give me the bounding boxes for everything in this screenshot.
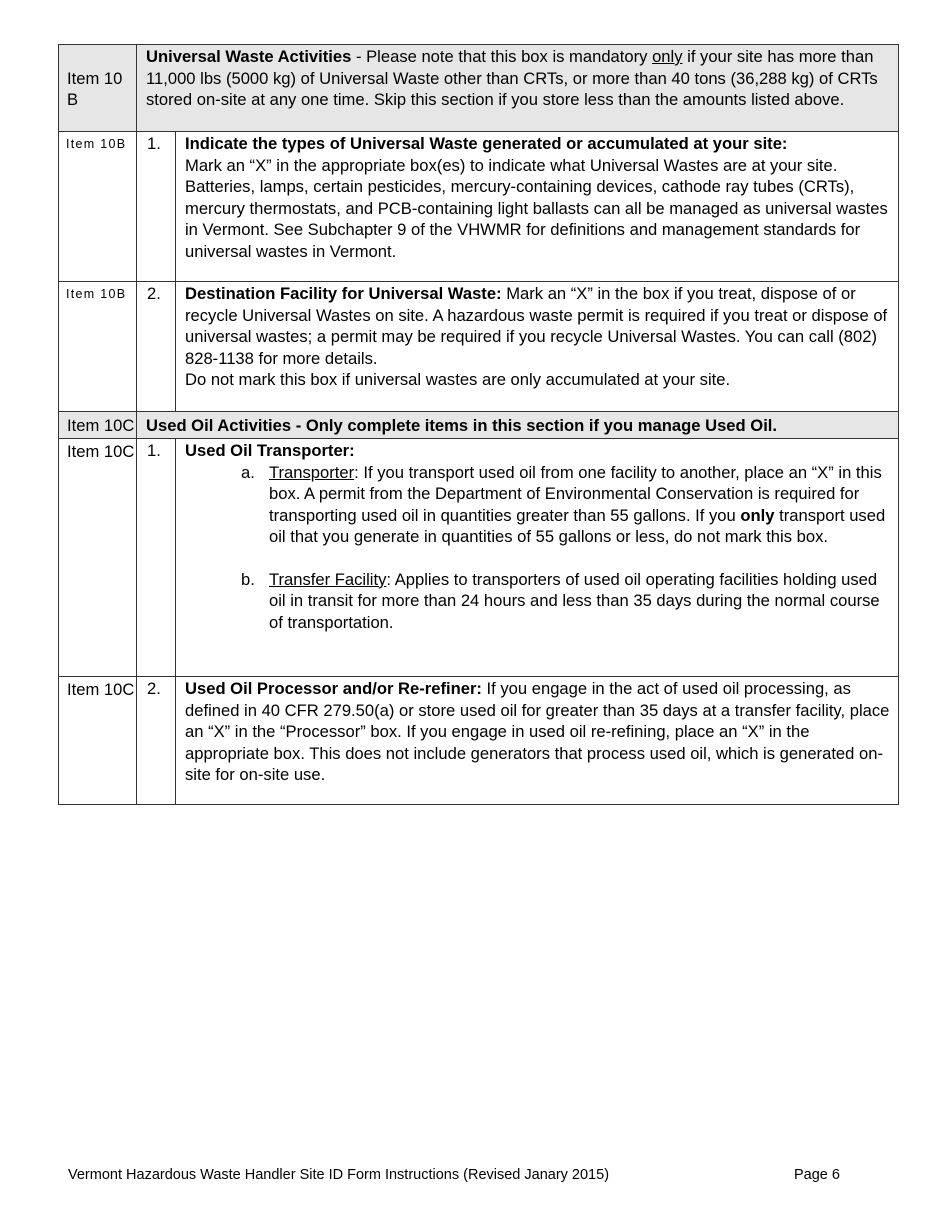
footer-title: Vermont Hazardous Waste Handler Site ID Form Instructions (Revised Janary 2015): [68, 1167, 610, 1183]
universal-waste-header: Universal Waste Activities - Please note that this box is mandatory only if your site has more than 11,000 lbs (5000 kg) of Universal Waste other than CRTs, or more than 40 tons (36,288 kg) of CRTs stored on-site at any one time. Skip this section if you store less than the amounts listed above.: [137, 45, 899, 132]
item-number: 1.: [137, 439, 176, 677]
item-heading: Used Oil Transporter:: [185, 441, 355, 460]
sub-item-transfer-facility: b. Transfer Facility: Applies to transporters of used oil operating facilities holding used oil in transit for more than 24 hours and less than 35 days during the normal course of transportation.: [241, 569, 880, 632]
section-title: Universal Waste Activities: [146, 47, 352, 66]
item-text: Mark an “X” in the appropriate box(es) to indicate what Universal Wastes are at your site. Batteries, lamps, certain pesticides, mercury-containing devices, cathode ray tubes (CRTs), mercury thermostats, and PCB-containing light ballasts can all be managed as universal wastes in Vermont. See Subchapter 9 of the VHWMR for definitions and management standards for universal wastes in Vermont.: [185, 155, 888, 261]
item-text: Do not mark this box if universal wastes are only accumulated at your site.: [185, 370, 731, 389]
used-oil-processor: Used Oil Processor and/or Re-refiner: If you engage in the act of used oil processing, as defined in 40 CFR 279.50(a) or store used oil for greater than 35 days at a transfer facility, place an “X” in the “Processor” box. If you engage in used oil re-refining, place an “X” in the appropriate box. This does not include generators that process used oil, which is generated on-site for on-site use.: [176, 677, 899, 805]
item-number: 2.: [137, 677, 176, 805]
item-heading: Destination Facility for Universal Waste:: [185, 284, 502, 303]
item-heading: Used Oil Processor and/or Re-refiner:: [185, 679, 482, 698]
used-oil-header: [137, 412, 899, 439]
item-label: Item 10C: [59, 439, 137, 677]
table-row: [59, 439, 899, 677]
sub-item-transporter: a. Transporter: If you transport used oil from one facility to another, place an “X” in this box. A permit from the Department of Environmental Conservation is required for transporting used oil in quantities greater than 55 gallons. If you only transport used oil that you generate in quantities of 55 gallons or less, do not mark this box.: [241, 462, 886, 546]
item-label: Item 10C: [59, 412, 137, 439]
item-label: Item 10B: [59, 132, 137, 282]
emphasis-only: only: [652, 47, 683, 66]
page-footer: [68, 1166, 848, 1184]
item-label: Item 10B: [59, 282, 137, 412]
page-number: Page 6: [794, 1167, 840, 1183]
item-heading: Indicate the types of Universal Waste generated or accumulated at your site:: [185, 134, 788, 153]
instructions-table: [58, 44, 899, 805]
used-oil-transporter: [176, 439, 899, 677]
item-number: 1.: [137, 132, 176, 282]
universal-waste-types: [176, 132, 899, 282]
destination-facility: Destination Facility for Universal Waste: Mark an “X” in the box if you treat, dispose of or recycle Universal Wastes on site. A hazardous waste permit is required if you treat or dispose of universal wastes; a permit may be required if you recycle Universal Wastes. You can call (802) 828-1138 for more details. Do not mark this box if universal wastes are only accumulated at your site.: [176, 282, 899, 412]
item-label: Item 10C: [59, 677, 137, 805]
table-row: [59, 677, 899, 805]
table-row: [59, 132, 899, 282]
item-number: 2.: [137, 282, 176, 412]
universal-waste-header-row: [59, 45, 899, 132]
used-oil-header-row: [59, 412, 899, 439]
item-label: Item 10 B: [59, 45, 137, 132]
table-row: [59, 282, 899, 412]
section-title: Used Oil Activities - Only complete items in this section if you manage Used Oil.: [146, 415, 778, 435]
